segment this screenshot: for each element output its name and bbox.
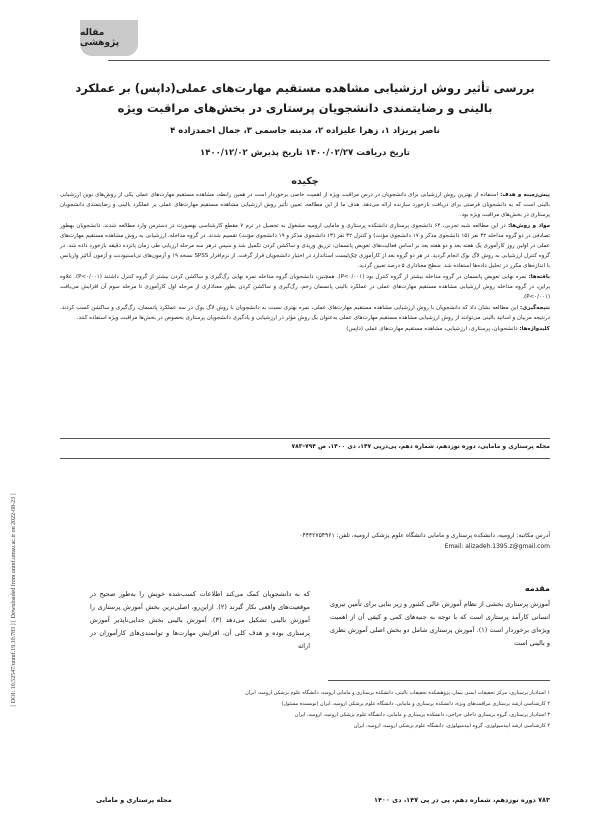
address-line: آدرس مکاتبه: ارومیه، دانشکده پرستاری و مامایی دانشگاه علوم پزشکی ارومیه، تلفن: ۰۴۴۳۲۷۵۴۹۶۱ bbox=[299, 532, 550, 539]
citation-rule-top bbox=[60, 438, 550, 439]
citation-rule-bottom bbox=[60, 458, 550, 459]
abstract-methods bbox=[60, 221, 550, 271]
article-type-label: مقاله پژوهشی bbox=[80, 28, 120, 48]
header-divider bbox=[108, 60, 550, 61]
footer-journal: مجله پرستاری و مامایی bbox=[96, 796, 172, 804]
footnote-4: ۴ کارشناسی ارشد اپیدمیولوژی، گروه اپیدمیولوژی، دانشگاه علوم پزشکی ارومیه، ارومیه، ایران bbox=[353, 723, 550, 729]
abstract-keywords bbox=[60, 324, 550, 334]
title-line-1: بررسی تأثیر روش ارزشیابی مشاهده مستقیم مهارت‌های عملی(داپس) بر عملکرد bbox=[75, 81, 535, 95]
abstract-heading: چکیده bbox=[291, 176, 319, 187]
intro-left-column: که به دانشجویان کمک می‌کند اطلاعات کسب‌شده خویش را به‌طور صحیح در موقعیت‌های واقعی بکار گیرند (۲). ازاین‌رو، اصلی‌ترین بخش آموزش پرستاری را آموزش بالینی تشکیل می‌دهد (۳). آموزش بالینی بخش جدایی‌ناپذیر آموزش پرستاری بوده و هدف کلی آن، افزایش مهارت‌ها و توانمندی‌های کارآموزان در ارائه bbox=[90, 590, 310, 650]
correspondence-address bbox=[60, 530, 550, 552]
results-text: نمره نهایی تعویض پانسمان در گروه مداخله بیشتر از گروه کنترل بود (P<۰/۰۰۱). همچنین، دانشجویان گروه مداخله نمره نهایی رگ‌گیری و ساکشن کردن بیشتر از گروه کنترل داشتند (P<۰/۰۰۱). علاوه براین، در گروه مداخله روش ارزشیابی مشاهده مستقیم مهارت‌های عملی در عملکرد بالینی پانسمان زخم، رگ‌گیری و ساکشن کردن بطور معناداری از مرحله اول کارآموزی تا مرحله سوم آن افزایش می‌یافت (P<۰/۰۰۱). bbox=[60, 274, 550, 300]
footnote-2: ۲ کارشناسی ارشد پرستاری مراقبت‌های ویژه، دانشکده پرستاری و مامایی، دانشگاه علوم پزشکی ارومیه، ایران (نویسنده مسئول) bbox=[281, 701, 550, 707]
conclusion-text: این مطالعه نشان داد که دانشجویان با روش ارزشیابی مشاهده مستقیم مهارت‌های عملی، نمره بهتری نسبت به دانشجویان با روش لاگ بوک در سه عملکرد پانسمان، رگ‌گیری و ساکشن کسب کردند. درنتیجه مربیان و اساتید بالینی می‌توانند از روش ارزشیابی مشاهده مستقیم مهارت‌های عملی به‌عنوان یک روش مؤثر در ارزشیابی و یادگیری دانشجویان پرستاری بخصوص در بخش‌ها مراقبت ویژه استفاده کنند. bbox=[60, 305, 550, 321]
authors: ناصر پریزاد ۱، زهرا علیزاده ۲، مدینه جاسمی ۳، جمال احمدزاده ۴ bbox=[170, 126, 440, 136]
email-address[interactable]: Email: alizadeh.1395.z@gmail.com bbox=[444, 543, 550, 550]
footnote-3: ۳ استادیار پرستاری، گروه پرستاری داخلی جراحی، دانشکده پرستاری و مامایی، دانشگاه علوم پزشکی ارومیه، ارومیه، ایران bbox=[294, 712, 550, 718]
abstract-conclusion bbox=[60, 303, 550, 323]
footnotes bbox=[90, 688, 550, 732]
conclusion-label: نتیجه‌گیری: bbox=[520, 305, 551, 311]
abstract-body bbox=[60, 190, 550, 335]
abstract-results bbox=[60, 272, 550, 302]
title-line-2: بالینی و رضایتمندی دانشجویان پرستاری در بخش‌های مراقبت ویژه bbox=[117, 101, 493, 115]
intro-right-column: آموزش پرستاری بخشی از نظام آموزش عالی کشور و زیر بنایی برای تأمین نیروی انسانی کارآمد پرستاری است که با توجه به جنبه‌های کمی و کیفی آن از اهمیت ویژه‌ای برخوردار است (۱). آموزش پرستاری شامل دو بخش اصلی آموزش نظری و بالینی است bbox=[330, 600, 551, 647]
article-type-tag bbox=[80, 20, 138, 56]
intro-heading: مقدمه bbox=[524, 584, 550, 593]
side-doi-strip bbox=[6, 400, 22, 800]
keywords-label: کلیدواژه‌ها: bbox=[519, 326, 550, 332]
abstract-background bbox=[60, 190, 550, 220]
footnote-rule bbox=[328, 680, 550, 681]
methods-text: در این مطالعه شبه تجربی، ۶۴ دانشجوی پرستاری دانشکده پرستاری و مامایی ارومیه مشغول به تحصیل در ترم ۷ مقطع کارشناسی بهصورت در دسترس وارد مطالعه شدند. دانشجویان بهطور تصادفی در دو گروه مداخله ۳۲ نفر (۱۵ دانشجوی مذکر و ۱۷ دانشجوی مؤنث) و کنترل ۳۲ نفر (۱۳ دانشجوی مذکر و ۱۹ دانشجوی مؤنث) تقسیم شدند. در گروه مداخله، ارزشیابی به روش مشاهده مستقیم مهارت‌های عملی در اولین روز کارآموزی یک هفته بعد و دو هفته بعد بر اساس فعالیت‌های تعویض پانسمان، تزریق وریدی و ساکشن کردن تکمیل شد و سپس درهر سه مرحله ارزیابی طی زمان پانزده دقیقه بازخورد داده شد. در گروه کنترل ارزشیابی به روش لاگ بوک انجام گردید. در هر دو گروه بعد از کارآموزی چک‌لیست استاندارد در اختیار دانشجویان قرار گرفت. از نرم‌افزار SPSS نسخه ۱۹ و آزمون‌های تی‌استیودنت و آزمون آنالیز واریانس با اندازه‌های مکرر در تحلیل داده‌ها استفاده شد. سطح معناداری ۵ درصد تعیین گردید. bbox=[60, 223, 551, 269]
footnote-1: ۱ استادیار پرستاری، مرکز تحقیقات ایمنی بیمار، پژوهشکده تحقیقات بالینی، دانشکده پرستاری و مامایی ارومیه، دانشگاه علوم پزشکی ارومیه، ایران bbox=[245, 690, 550, 696]
side-doi-text: [ DOI: 10.52547/unmf.19.10.783 ] [ Downloaded from unmf.umsu.ac.ir on 2022-08-23 ] bbox=[11, 493, 17, 707]
methods-label: مواد و روش‌ها: bbox=[507, 223, 551, 229]
footer-issue: ۷۸۳ دوره نوزدهم، شماره دهم، پی در پی ۱۴۷، دی ۱۴۰۰ bbox=[374, 796, 550, 804]
background-text: استفاده از بهترین روش ارزشیابی برای دانشجویان در درس مراقبت ویژه از اهمیت خاصی برخوردار است در همین رابطه، مشاهده مستقیم مهارت‌های عملی یکی از روش‌های نوین ارزشیابی بالینی است که به دانشجویان فرصتی برای دریافت بازخورد سازنده ارائه می‌دهد. هدف ما از این مطالعه، تعیین تأثیر روش ارزشیابی مشاهده مستقیم مهارت‌های عملی بر عملکرد بالینی و رضایتمندی دانشجویان پرستاری در بخش‌های مراقبت ویژه بود. bbox=[60, 192, 550, 218]
dates: تاریخ دریافت ۱۴۰۰/۰۲/۲۷ تاریخ پذیرش ۱۴۰۰/۱۲/۰۲ bbox=[200, 148, 410, 158]
citation: مجله پرستاری و مامایی، دوره نوزدهم، شماره دهم، پی‌درپی ۱۴۷، دی ۱۴۰۰، ص ۷۹۴-۷۸۳ bbox=[291, 443, 550, 450]
results-label: یافته‌ها: bbox=[528, 274, 550, 280]
background-label: پیش‌زمینه و هدف: bbox=[500, 192, 550, 198]
keywords-text: دانشجویان، پرستاری، ارزشیابی، مشاهده مستقیم مهارت‌های عملی (داپس) bbox=[346, 326, 518, 332]
article-title bbox=[60, 78, 550, 118]
